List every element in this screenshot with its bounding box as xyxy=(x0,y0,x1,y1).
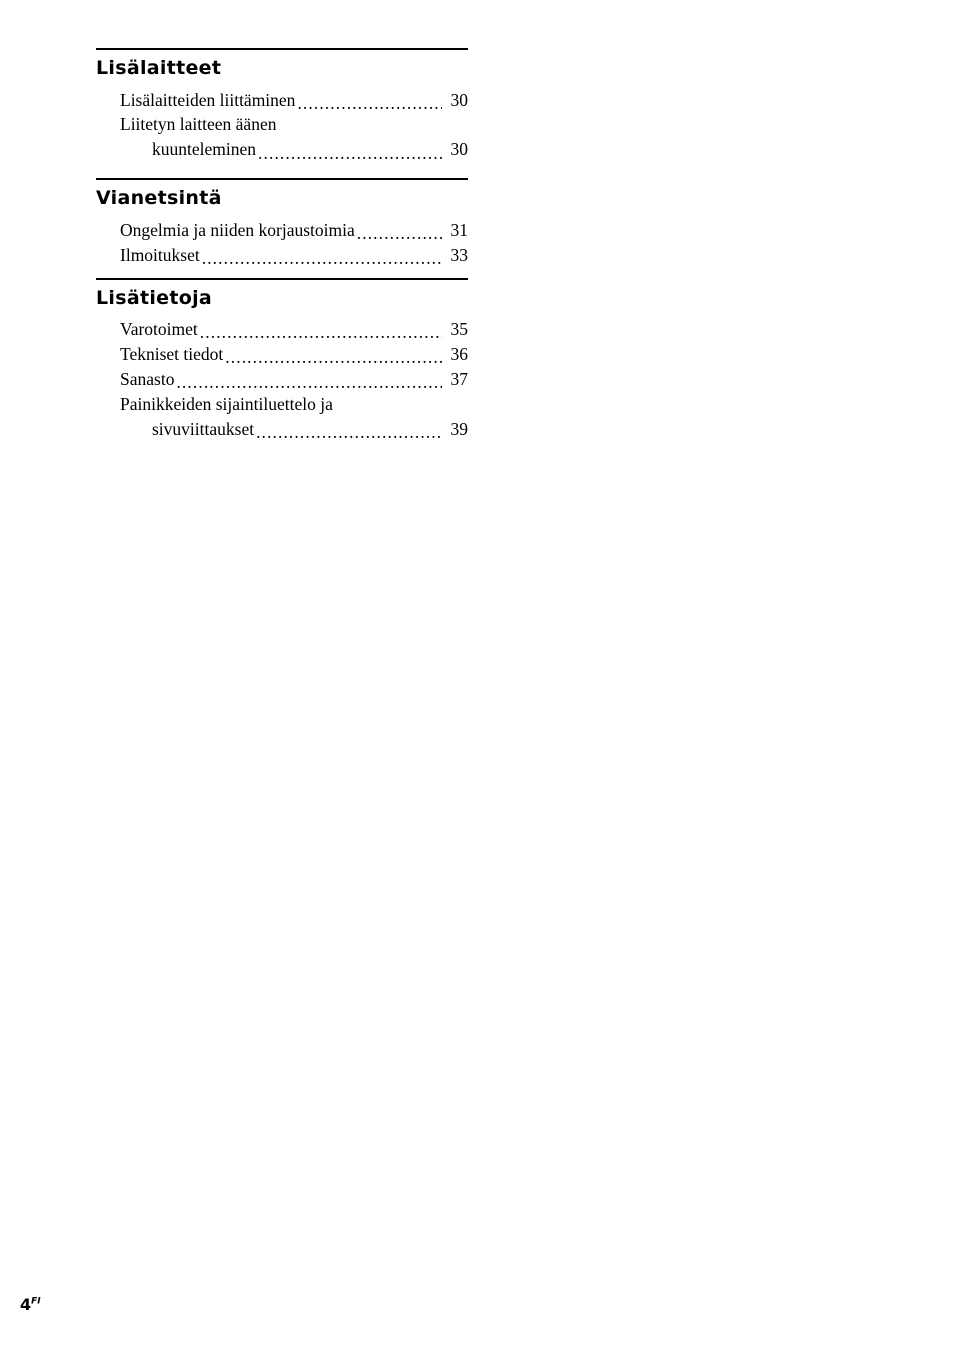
toc-entry[interactable] xyxy=(96,392,468,417)
table-of-contents xyxy=(96,48,468,447)
section-title: Vianetsintä xyxy=(96,187,222,210)
leader-dots xyxy=(297,95,442,113)
toc-entry-page: 30 xyxy=(450,89,468,110)
toc-entry[interactable] xyxy=(96,367,468,392)
leader-dots xyxy=(202,250,442,268)
leader-dots xyxy=(225,349,442,367)
toc-entry-page: 37 xyxy=(450,368,468,389)
section-entry-list xyxy=(96,317,468,441)
section-divider xyxy=(96,48,468,50)
toc-entry-label: Painikkeiden sijaintiluettelo ja xyxy=(120,393,333,414)
section-entry-list xyxy=(96,88,468,163)
section-divider xyxy=(96,178,468,180)
leader-dots xyxy=(357,225,442,243)
leader-dots xyxy=(200,324,442,342)
toc-entry-label: kuunteleminen xyxy=(152,139,257,160)
section-title: Lisätietoja xyxy=(96,286,213,309)
leader-dots xyxy=(256,424,442,442)
leader-dots xyxy=(176,374,442,392)
page-footer xyxy=(20,1295,41,1314)
toc-entry-label: Tekniset tiedot xyxy=(120,343,224,364)
toc-entry-label: Varotoimet xyxy=(120,319,198,340)
toc-entry-page: 33 xyxy=(450,244,468,265)
leader-dots xyxy=(258,145,442,163)
toc-entry[interactable] xyxy=(96,342,468,367)
toc-entry-page: 39 xyxy=(450,418,468,439)
toc-entry[interactable] xyxy=(96,243,468,268)
section-entry-list xyxy=(96,218,468,268)
toc-entry[interactable] xyxy=(96,112,468,137)
page-number: 4 xyxy=(20,1295,32,1314)
toc-entry[interactable] xyxy=(96,317,468,342)
toc-section-vianetsinta xyxy=(96,178,468,267)
toc-entry[interactable] xyxy=(96,88,468,113)
toc-entry-label: Ongelmia ja niiden korjaustoimia xyxy=(120,219,355,240)
toc-entry[interactable] xyxy=(96,218,468,243)
toc-entry-page: 30 xyxy=(450,139,468,160)
section-spacer xyxy=(96,168,468,178)
toc-entry-label: Lisälaitteiden liittäminen xyxy=(120,89,296,110)
toc-entry[interactable] xyxy=(96,417,468,442)
toc-entry-label: Liitetyn laitteen äänen xyxy=(120,114,277,135)
toc-entry-page: 31 xyxy=(450,219,468,240)
section-divider xyxy=(96,278,468,280)
section-title: Lisälaitteet xyxy=(96,57,222,79)
toc-entry-page: 35 xyxy=(450,319,468,340)
toc-entry-label: sivuviittaukset xyxy=(152,418,255,439)
page-suffix: FI xyxy=(31,1296,41,1307)
toc-entry-page: 36 xyxy=(450,343,468,364)
toc-section-lisatietoja xyxy=(96,278,468,442)
toc-entry-label: Ilmoitukset xyxy=(120,244,200,265)
toc-section-lisalaitteet xyxy=(96,48,468,162)
toc-entry[interactable] xyxy=(96,137,468,162)
toc-entry-label: Sanasto xyxy=(120,368,175,389)
